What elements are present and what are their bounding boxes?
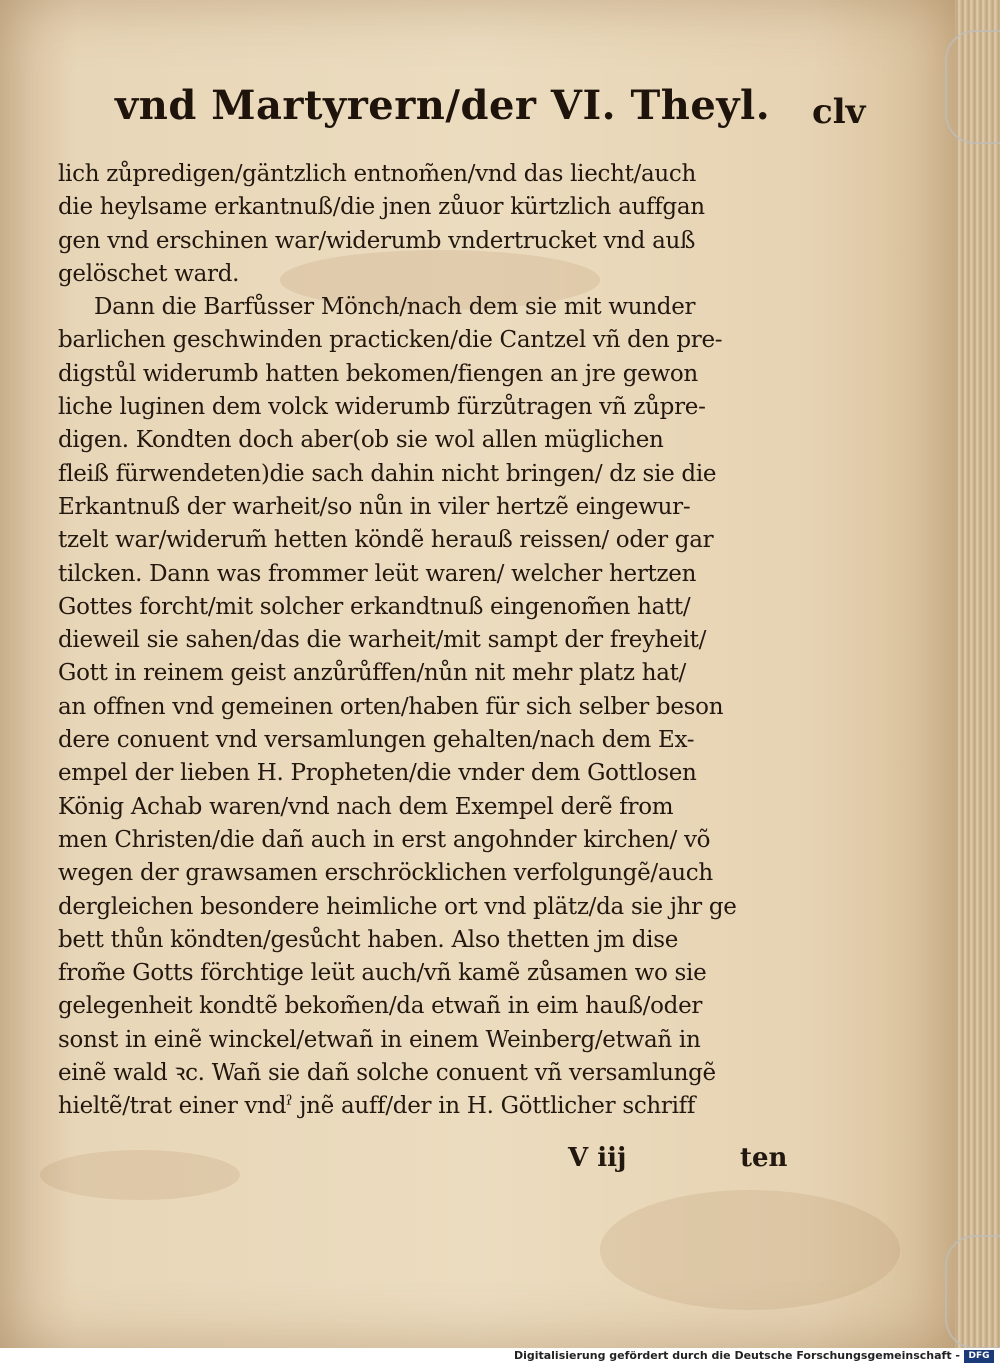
text-line: die heylsame erkantnuß/die jnen zůuor kürtzlich auffgan [58, 194, 705, 221]
text-line: men Christen/die dañ auch in erst angohnder kirchen/ võ [58, 826, 711, 853]
text-line: wegen der grawsamen erschröcklichen verfolgungẽ/auch [58, 860, 713, 887]
text-line: an offnen vnd gemeinen orten/haben für sich selber beson [58, 693, 724, 720]
body-text-block [58, 158, 818, 1124]
text-line: lich zůpredigen/gäntzlich entnom̃en/vnd das liecht/auch [58, 161, 697, 187]
text-line: tilcken. Dann was frommer leüt waren/ welcher hertzen [58, 560, 697, 587]
text-line: bett thůn köndten/gesůcht haben. Also thetten jm dise [58, 926, 679, 953]
paper-stain [40, 1150, 240, 1200]
text-line: Erkantnuß der warheit/so nůn in viler hertzẽ eingewur- [58, 493, 691, 520]
text-line: barlichen geschwinden practicken/die Cantzel vñ den pre- [58, 327, 723, 354]
text-line: digen. Kondten doch aber(ob sie wol allen müglichen [58, 427, 664, 454]
text-line: gen vnd erschinen war/widerumb vndertrucket vnd auß [58, 227, 696, 254]
running-head: vnd Martyrern/der VI. Theyl. [115, 82, 771, 129]
text-line: from̃e Gotts förchtige leüt auch/vñ kamẽ zůsamen wo sie [58, 960, 707, 987]
text-line: sonst in einẽ winckel/etwañ in einem Weinberg/etwañ in [58, 1026, 701, 1053]
page-clip-top [945, 30, 1000, 144]
signature-mark: V iij [568, 1143, 627, 1173]
text-line: dergleichen besondere heimliche ort vnd plätz/da sie jhr ge [58, 893, 737, 920]
text-line: einẽ wald ꝛc. Wañ sie dañ solche conuent vñ versamlungẽ [58, 1060, 716, 1087]
page-edges [955, 0, 1000, 1348]
text-line: gelegenheit kondtẽ bekom̃en/da etwañ in eim hauß/oder [58, 993, 703, 1020]
text-line: liche luginen dem volck widerumb fürzůtragen vñ zůpre- [58, 394, 706, 421]
digitization-credit: Digitalisierung gefördert durch die Deutsche Forschungsgemeinschaft - [513, 1349, 960, 1362]
text-line: fleiß fürwendeten)die sach dahin nicht bringen/ dz sie die [58, 460, 717, 487]
text-line: dere conuent vnd versamlungen gehalten/nach dem Ex- [58, 727, 695, 754]
catchword: ten [740, 1143, 788, 1173]
paper-stain [600, 1190, 900, 1310]
text-line: Dann die Barfůsser Mönch/nach dem sie mit wunder [94, 294, 696, 321]
text-line: Gottes forcht/mit solcher erkandtnuß eingenom̃en hatt/ [58, 593, 691, 620]
text-line: empel der lieben H. Propheten/die vnder dem Gottlosen [58, 760, 697, 787]
text-line: gelöschet ward. [58, 260, 240, 287]
text-line: König Achab waren/vnd nach dem Exempel derẽ from [58, 793, 674, 820]
folio-number: clv [812, 92, 866, 132]
text-line: Gott in reinem geist anzůrůffen/nůn nit mehr platz hat/ [58, 660, 687, 687]
dfg-logo[interactable]: DFG [964, 1350, 994, 1363]
page-clip-bottom [945, 1235, 1000, 1348]
text-line: tzelt war/widerum̃ hetten köndẽ herauß reissen/ oder gar [58, 527, 714, 554]
text-line: hieltẽ/trat einer vndˀ jnẽ auff/der in H. Göttlicher schriff [58, 1093, 696, 1120]
text-line: dieweil sie sahen/das die warheit/mit sampt der freyheit/ [58, 627, 707, 654]
text-line: digstůl widerumb hatten bekomen/fiengen an jre gewon [58, 360, 698, 387]
